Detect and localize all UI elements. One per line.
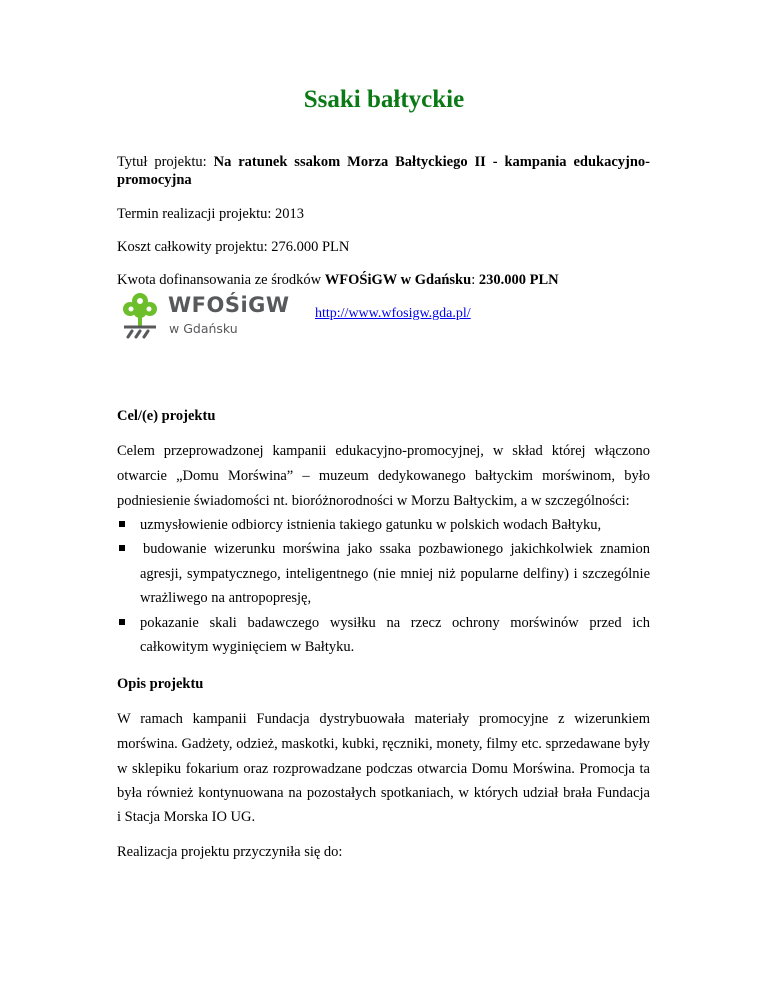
description-line: W ramach kampanii Fundacja dystrybuowała materiały promocyjne z wizerunkiem [117, 711, 650, 727]
wfosigw-logo [118, 287, 288, 349]
bullet-item-2-line: agresji, sympatycznego, inteligentnego (nie mniej niż popularne delfiny) i szczególnie [140, 566, 650, 582]
funding-separator: : [471, 272, 479, 288]
project-title-value: Na ratunek ssakom Morza Bałtyckiego II - kampania edukacyjno- [213, 154, 650, 170]
bullet-marker [119, 619, 125, 625]
goal-paragraph-line: podniesienie świadomości nt. bioróżnorodności w Morzu Bałtyckim, a w szczególności: [117, 493, 630, 509]
page-title: Ssaki bałtyckie [303, 86, 465, 113]
project-title-label: Tytuł projektu: [117, 154, 214, 170]
bullet-item-1: uzmysłowienie odbiorcy istnienia takiego gatunku w polskich wodach Bałtyku, [140, 517, 602, 533]
description-line: była również kontynuowana na pozostałych spotkaniach, w których udział brała Fundacja [117, 785, 650, 801]
description-heading [117, 675, 203, 693]
bullet-marker [119, 545, 125, 551]
bullet-item-3-line: pokazanie skali badawczego wysiłku na rzecz ochrony morświnów przed ich [140, 615, 650, 631]
bullet-item-2-line: budowanie wizerunku morświna jako ssaka pozbawionego jakichkolwiek znamion [143, 541, 650, 557]
logo-name: WFOŚiGW [168, 293, 290, 317]
description-line: i Stacja Morska IO UG. [117, 809, 256, 825]
project-title-line-1 [117, 153, 650, 171]
goal-heading [117, 407, 215, 425]
goal-heading-text: Cel/(e) projektu [117, 408, 216, 424]
funding-label: Kwota dofinansowania ze środków [117, 272, 325, 288]
project-title-line-2 [117, 171, 192, 189]
goal-paragraph-line: Celem przeprowadzonej kampanii edukacyjno-promocyjnej, w skład której włączono [117, 443, 650, 459]
wfosigw-link[interactable]: http://www.wfosigw.gda.pl/ [315, 306, 471, 321]
goal-paragraph-line: otwarcie „Domu Morświna” – muzeum dedykowanego bałtyckim morświnom, było [117, 468, 650, 484]
description-line: w sklepiku fokarium oraz rozprowadzane podczas otwarcia Domu Morświna. Promocja ta [117, 761, 650, 777]
project-title-value-cont: promocyjna [117, 172, 192, 188]
realization-text: Realizacja projektu przyczyniła się do: [117, 844, 343, 860]
bullet-item-3-line: całkowitym wyginięciem w Bałtyku. [140, 639, 355, 655]
project-cost: Koszt całkowity projektu: 276.000 PLN [117, 239, 350, 255]
project-term: Termin realizacji projektu: 2013 [117, 206, 305, 222]
description-line: morświna. Gadżety, odzież, maskotki, kubki, ręczniki, monety, filmy etc. sprzedawane były [117, 736, 650, 752]
funding-amount: 230.000 PLN [478, 272, 559, 288]
funding-org: WFOŚiGW w Gdańsku [324, 272, 472, 288]
description-heading-text: Opis projektu [117, 676, 204, 692]
logo-subtitle: w Gdańsku [169, 321, 238, 336]
bullet-marker [119, 521, 125, 527]
bullet-item-2-line: wrażliwego na antropopresję, [140, 590, 312, 606]
